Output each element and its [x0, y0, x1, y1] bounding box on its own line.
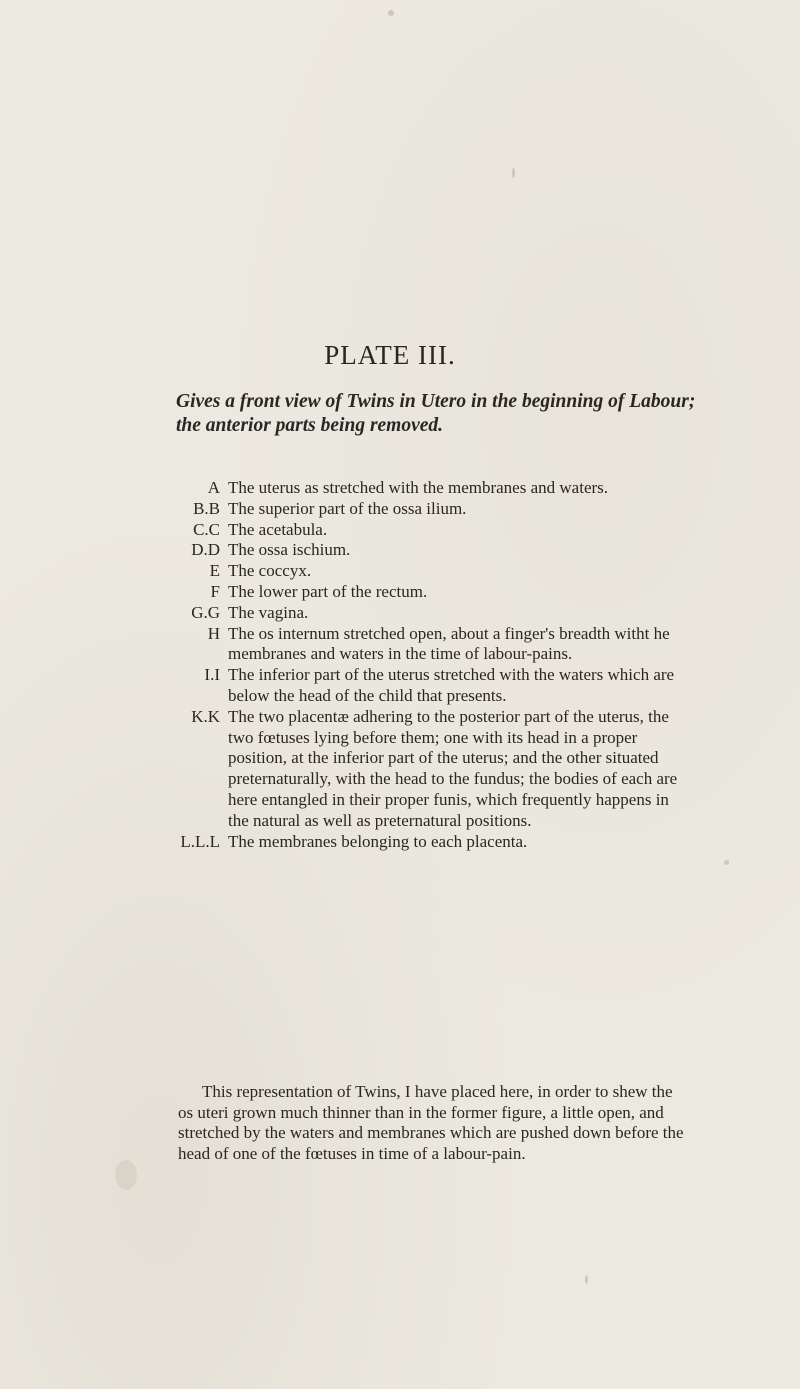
legend-key: C.C: [193, 519, 220, 539]
legend-entry: [178, 603, 688, 624]
legend-description: The superior part of the ossa ilium.: [228, 498, 467, 518]
legend-entry: [178, 832, 688, 853]
paper-spot: [724, 860, 729, 865]
legend-description: The acetabula.: [228, 519, 328, 539]
legend-entry: [178, 478, 688, 499]
legend-description: The inferior part of the uterus stretched with the waters which are below the head of the child that presents.: [228, 665, 675, 705]
legend-entry: [178, 561, 688, 582]
legend-entry: [178, 582, 688, 603]
paper-stain: [115, 1160, 137, 1190]
legend-entry: [178, 520, 688, 541]
legend-list: [178, 478, 688, 852]
legend-description: The membranes belonging to each placenta.: [228, 831, 528, 851]
legend-description: The ossa ischium.: [228, 540, 351, 560]
legend-description: The vagina.: [228, 602, 309, 622]
legend-key: D.D: [191, 540, 220, 560]
legend-key: G.G: [191, 602, 220, 622]
legend-entry: [178, 499, 688, 520]
legend-entry: [178, 665, 688, 707]
legend-entry: [178, 624, 688, 666]
legend-key: F: [210, 581, 220, 601]
plate-subtitle: Gives a front view of Twins in Utero in the beginning of Labour; the anterior parts being removed.: [176, 391, 696, 436]
legend-entry: [178, 707, 688, 832]
legend-key: B.B: [193, 498, 220, 518]
legend-description: The coccyx.: [228, 561, 312, 581]
legend-entry: [178, 540, 688, 561]
legend-key: H: [207, 623, 220, 643]
paper-spot: [512, 168, 515, 178]
legend-description: The lower part of the rectum.: [228, 581, 428, 601]
closing-paragraph: This representation of Twins, I have placed here, in order to shew the os uteri grown much thinner than in the former figure, a little open, and stretched by the waters and membranes which are pushed down before the head of one of the fœtuses in time of a labour-pain.: [178, 1082, 684, 1163]
plate-title: PLATE III.: [324, 340, 456, 370]
legend-description: The os internum stretched open, about a finger's breadth witht he membranes and waters in the time of labour-pains.: [228, 623, 670, 664]
legend-description: The uterus as stretched with the membranes and waters.: [228, 478, 609, 497]
legend-key: I.I: [204, 665, 220, 685]
legend-key: E: [209, 561, 220, 581]
legend-key: L.L.L: [180, 831, 220, 851]
paper-spot: [388, 10, 394, 16]
legend-key: A: [207, 478, 220, 497]
legend-key: K.K: [191, 706, 220, 726]
legend-description: The two placentæ adhering to the posterior part of the uterus, the two fœtuses lying before them; one with its head in a proper position, at the inferior part of the uterus; and the other situated preternaturally, with the head to the fundus; the bodies of each are here entangled in their proper funis, which frequently happens in the natural as well as preternatural positions.: [228, 706, 678, 830]
paper-spot: [585, 1275, 588, 1284]
